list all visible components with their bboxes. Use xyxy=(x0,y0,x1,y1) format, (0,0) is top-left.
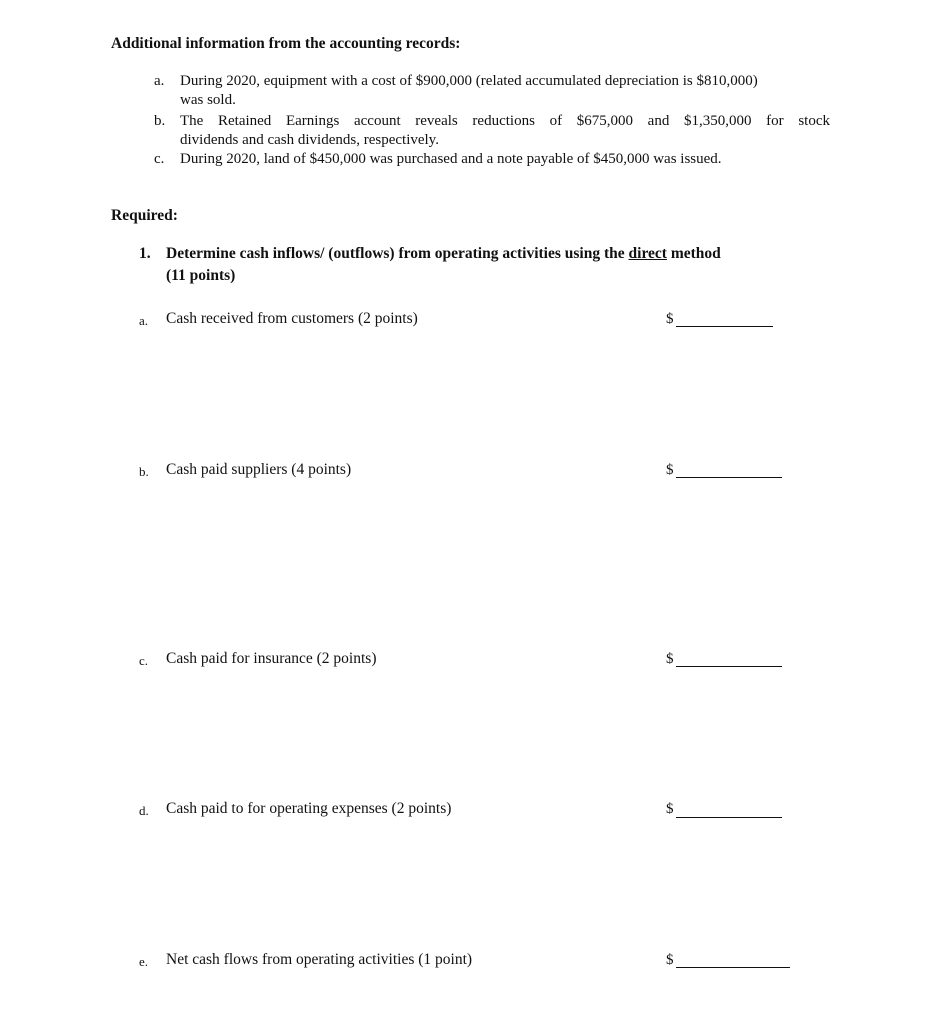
additional-info-heading: Additional information from the accounting records: xyxy=(111,35,461,52)
currency-sign: $ xyxy=(666,651,674,667)
info-item-letter: a. xyxy=(154,73,165,89)
answer-blank-line[interactable] xyxy=(676,666,782,667)
info-item-letter: c. xyxy=(154,151,165,167)
answer-item-label: Cash received from customers (2 points) xyxy=(166,310,418,327)
question-number: 1. xyxy=(139,245,151,262)
question-emphasis-direct: direct xyxy=(628,245,667,262)
answer-item-letter: c. xyxy=(139,653,149,668)
info-item-letter: b. xyxy=(154,113,166,129)
answer-item-label: Cash paid to for operating expenses (2 points) xyxy=(166,800,452,817)
info-item-text: During 2020, land of $450,000 was purchased and a note payable of $450,000 was issued. xyxy=(180,151,722,167)
info-item-text-cont: dividends and cash dividends, respectively. xyxy=(180,132,439,148)
answer-item-letter: e. xyxy=(139,954,149,969)
question-text xyxy=(166,243,721,265)
answer-blank-line[interactable] xyxy=(676,967,790,968)
question-text-after: method xyxy=(666,245,721,262)
answer-item-label: Cash paid suppliers (4 points) xyxy=(166,461,352,478)
currency-sign: $ xyxy=(666,952,674,968)
answer-item-label: Net cash flows from operating activities (1 point) xyxy=(166,951,473,968)
info-item-text: The Retained Earnings account reveals reductions of $675,000 and $1,350,000 for stock xyxy=(180,113,830,129)
currency-sign: $ xyxy=(666,462,674,478)
answer-blank-line[interactable] xyxy=(676,326,773,327)
answer-item-label: Cash paid for insurance (2 points) xyxy=(166,650,377,667)
required-heading: Required: xyxy=(111,207,178,224)
answer-item-letter: a. xyxy=(139,313,149,328)
answer-item-letter: b. xyxy=(139,464,149,479)
info-item-text-cont: was sold. xyxy=(180,92,236,108)
currency-sign: $ xyxy=(666,311,674,327)
info-item-text: During 2020, equipment with a cost of $900,000 (related accumulated depreciation is $810,000) xyxy=(180,73,758,89)
question-points: (11 points) xyxy=(166,267,236,284)
currency-sign: $ xyxy=(666,801,674,817)
answer-blank-line[interactable] xyxy=(676,477,782,478)
question-text-before: Determine cash inflows/ (outflows) from operating activities using the xyxy=(166,245,629,262)
answer-item-letter: d. xyxy=(139,803,149,818)
answer-blank-line[interactable] xyxy=(676,817,782,818)
